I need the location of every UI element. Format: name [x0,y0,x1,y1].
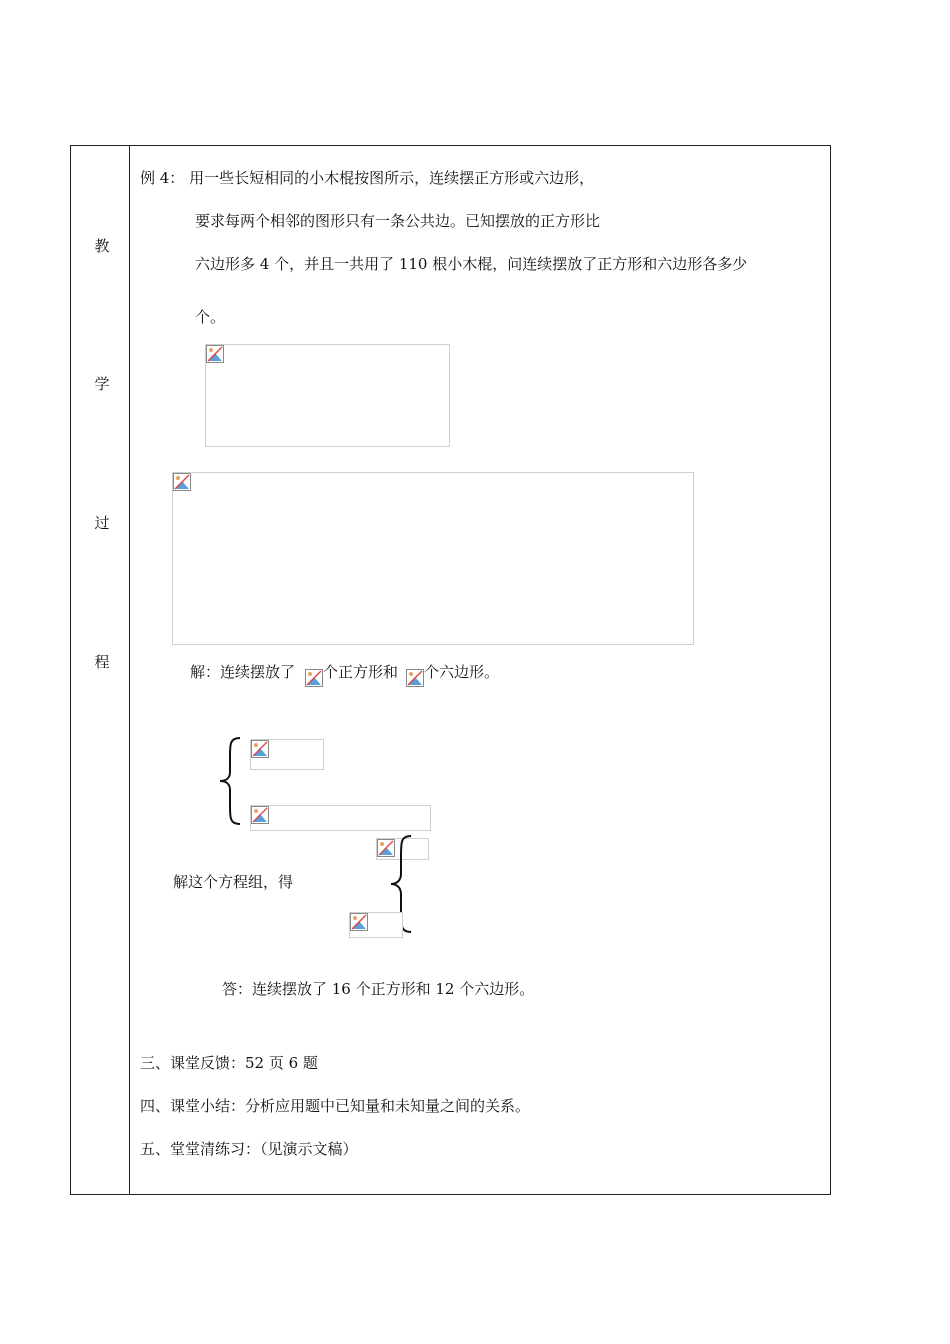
solve-system-text: 解这个方程组，得 [173,873,294,891]
inline-variable-x [305,669,323,689]
example-line-1: 例 4： 用一些长短相同的小木棍按图所示，连续摆正方形或六边形， [140,169,595,187]
solution-part-b: 个正方形和 [323,663,399,681]
example-line-3: 六边形多 4 个，并且一共用了 110 根小木棍，问连续摆放了正方形和六边形各多少 [195,255,748,273]
solution-part-c: 个六边形。 [424,663,500,681]
figure-image-large [172,472,694,645]
example-line-2: 要求每两个相邻的图形只有一条公共边。已知摆放的正方形比 [195,212,601,230]
solution-part-a: 解：连续摆放了 [190,663,296,681]
broken-image-icon [406,669,424,687]
equation-image-2 [250,805,431,831]
result-image-2 [349,912,403,938]
broken-image-icon [251,806,269,824]
inline-variable-y [406,669,424,689]
broken-image-icon [206,345,224,363]
broken-image-icon [350,913,368,931]
side-label-char-1: 教 [94,237,110,255]
classroom-summary: 四、课堂小结：分析应用题中已知量和未知量之间的关系。 [140,1097,531,1115]
table-column-divider [129,145,130,1195]
broken-image-icon [173,473,191,491]
figure-image-small [205,344,450,447]
broken-image-icon [305,669,323,687]
equation-image-1 [250,739,324,770]
broken-image-icon [251,740,269,758]
classroom-practice: 五、堂堂清练习：（见演示文稿） [140,1140,358,1158]
side-label-char-2: 学 [94,375,110,393]
side-label-char-3: 过 [94,514,110,532]
classroom-feedback: 三、课堂反馈：52 页 6 题 [140,1054,318,1072]
answer-text: 答：连续摆放了 16 个正方形和 12 个六边形。 [222,980,535,998]
left-brace-icon [218,736,244,826]
side-label-char-4: 程 [94,653,110,671]
example-line-4: 个。 [195,308,226,326]
